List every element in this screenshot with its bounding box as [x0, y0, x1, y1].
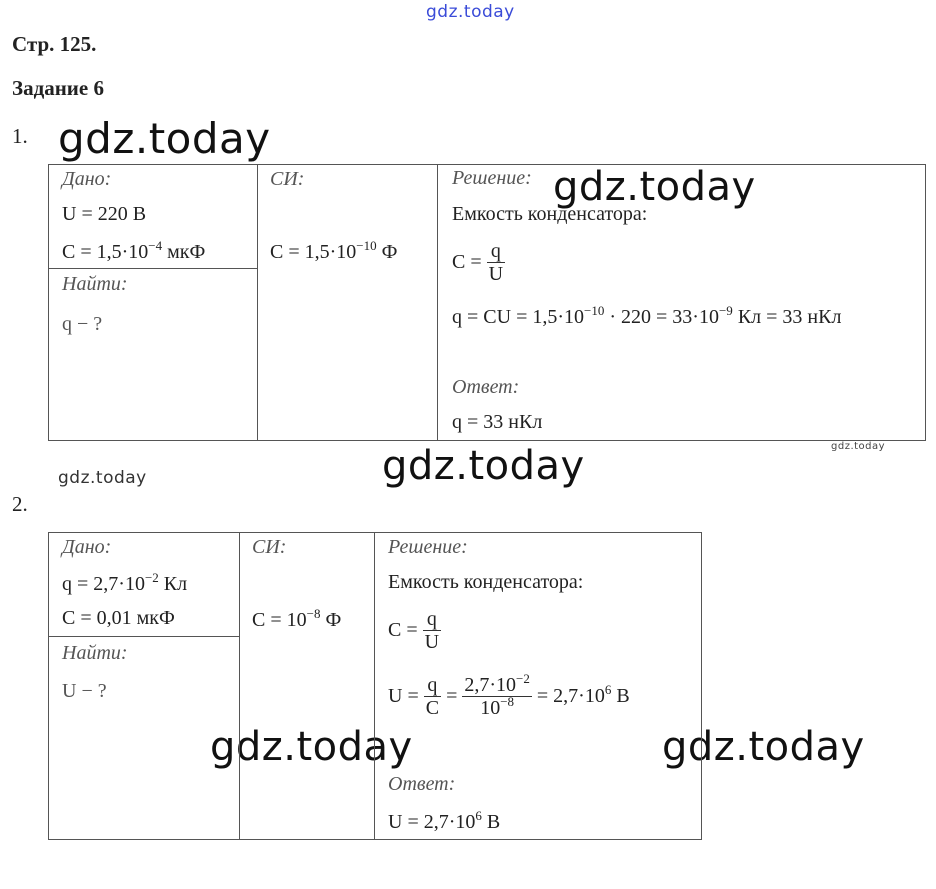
si-value: $C = 10^{-8}$ Ф: [252, 606, 342, 631]
solution-label: Решение:: [388, 536, 468, 558]
given-voltage: U = 220 В: [62, 203, 147, 225]
problem-number: 2.: [12, 492, 28, 516]
task-title: Задание 6: [12, 76, 104, 100]
find-value: U − ?: [62, 680, 107, 702]
watermark: gdz.today: [58, 468, 147, 488]
row-divider: [48, 636, 239, 637]
given-label: Дано:: [62, 168, 112, 190]
si-label: СИ:: [252, 536, 287, 558]
solution-intro: Емкость конденсатора:: [452, 203, 648, 225]
watermark: gdz.today: [662, 724, 865, 770]
find-label: Найти:: [62, 642, 128, 664]
watermark: gdz.today: [210, 724, 413, 770]
given-label: Дано:: [62, 536, 112, 558]
solution-intro: Емкость конденсатора:: [388, 571, 584, 593]
capacitance-formula: C = $\frac{q}{U}$: [452, 240, 504, 285]
watermark-top: gdz.today: [426, 2, 515, 22]
charge-calculation: q = CU = $1,5\cdot 10^{-10} \cdot 220 = 33\cdot 10^{-9}$ Кл = 33 нКл: [452, 303, 842, 328]
given-capacitance: $C = 1,5\cdot 10^{-4}$ мкФ: [62, 238, 206, 263]
si-value: $C = 1,5\cdot 10^{-10}$ Ф: [270, 238, 398, 263]
given-charge: $q = 2,7\cdot 10^{-2}$ Кл: [62, 570, 188, 595]
watermark: gdz.today: [382, 443, 585, 489]
given-capacitance: C = 0,01 мкФ: [62, 607, 175, 629]
find-value: q − ?: [62, 313, 103, 335]
answer-label: Ответ:: [388, 773, 456, 795]
answer-value: $U = 2,7\cdot 10^6$ В: [388, 808, 501, 833]
column-divider: [239, 532, 240, 840]
problem-number: 1.: [12, 124, 28, 148]
watermark-small: gdz.today: [831, 441, 886, 452]
watermark: gdz.today: [553, 164, 756, 210]
solution-label: Решение:: [452, 167, 532, 189]
si-label: СИ:: [270, 168, 305, 190]
capacitance-formula: C = $\frac{q}{U}$: [388, 608, 440, 653]
column-divider: [437, 164, 438, 441]
answer-label: Ответ:: [452, 376, 520, 398]
page-reference: Стр. 125.: [12, 32, 97, 56]
find-label: Найти:: [62, 273, 128, 295]
watermark: gdz.today: [58, 114, 271, 163]
voltage-calculation: U = $\frac{q}{C}$ = $\frac{2,7\cdot 10^{-2}}{10^{-8}}$ = $2,7\cdot 10^6$ В: [388, 671, 630, 719]
column-divider: [374, 532, 375, 840]
row-divider: [48, 268, 257, 269]
answer-value: q = 33 нКл: [452, 411, 543, 433]
column-divider: [257, 164, 258, 441]
